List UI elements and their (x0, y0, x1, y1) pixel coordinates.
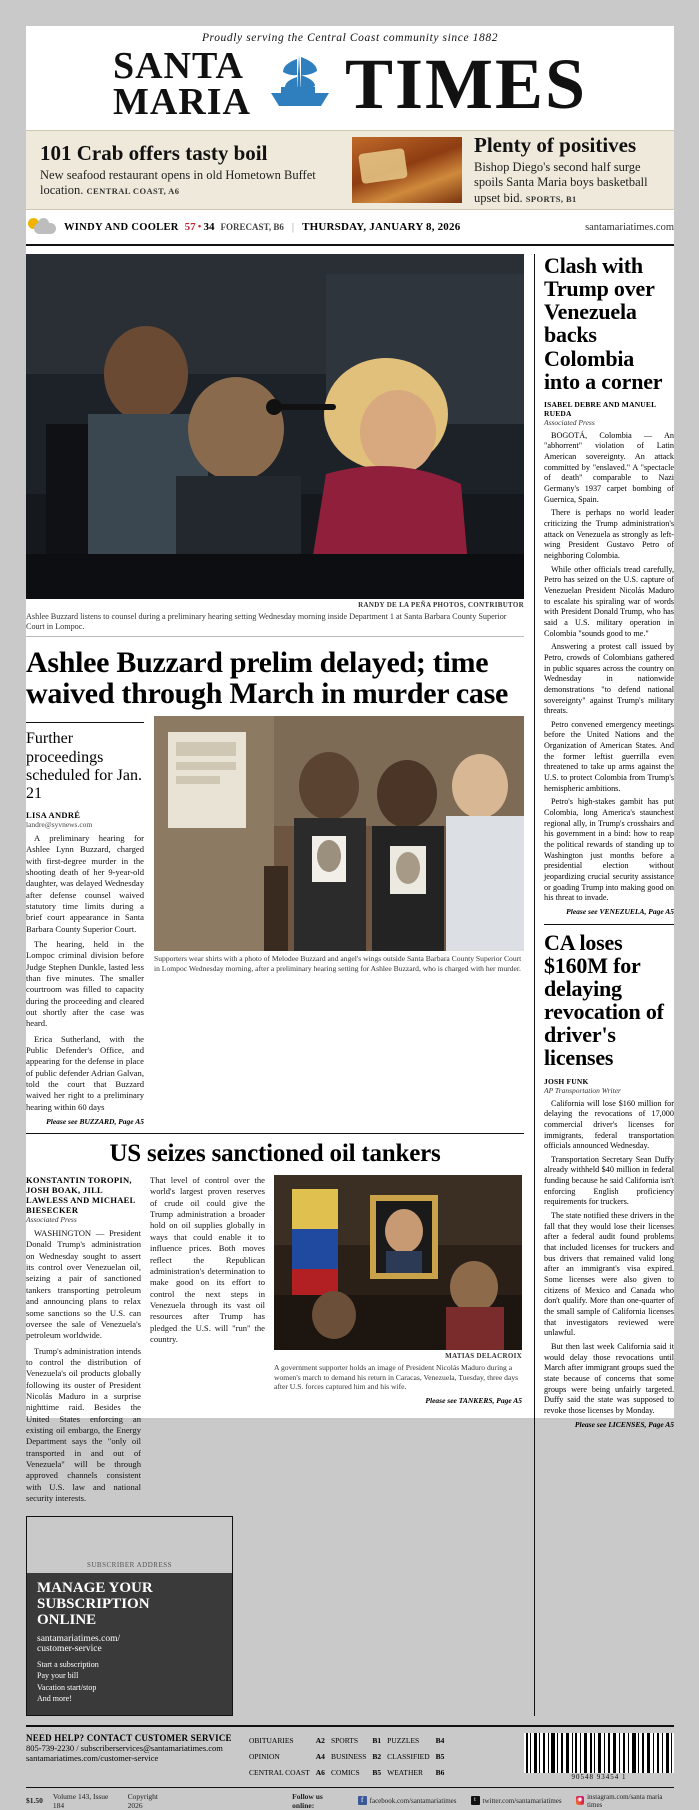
weather-bar (26, 210, 674, 246)
rail-paragraph: Petro's high-stakes gambit has put Colombia, long America's staunchest regional ally, in Trump's crosshairs and his government in a bind: how to reap the political rewards of standing up to Washington just months before a presidential election without jeopardizing crucial security assistance or goading Trump into making good on his threat to invade. (544, 797, 674, 903)
lead-photo (26, 254, 524, 599)
oil-org: Associated Press (26, 1215, 77, 1225)
masthead-tagline: Proudly serving the Central Coast community since 1882 (201, 32, 499, 44)
rail-divider (544, 924, 674, 925)
secondary-photo-block (154, 716, 524, 1126)
index-name: BUSINESS (330, 1752, 367, 1762)
lead-deck: Further proceedings scheduled for Jan. 21 (26, 722, 144, 804)
promo-strip (26, 130, 674, 210)
barcode (524, 1733, 674, 1781)
rail-story-2-body (544, 1099, 674, 1417)
subscriber-address-placeholder: SUBSCRIBER ADDRESS (86, 1561, 173, 1570)
follow-label: Follow us online: (292, 1791, 323, 1810)
rail-paragraph: Transportation Secretary Sean Duffy already withheld $40 million in federal funding because he said California isn't enforcing English proficiency requirements for truckers. (544, 1154, 674, 1207)
index-page: B4 (435, 1736, 445, 1746)
lead-photo-caption: Ashlee Buzzard listens to counsel during a preliminary hearing setting Wednesday morning inside Department 1 at Santa Barbara County Superior Court in Lompoc. (26, 612, 524, 637)
subscription-headline-2: SUBSCRIPTION (37, 1596, 150, 1613)
maduro-photo (274, 1175, 522, 1350)
masthead (26, 43, 674, 124)
oil-jump-line[interactable]: Please see TANKERS, Page A5 (425, 1395, 522, 1405)
index-page: B1 (372, 1736, 382, 1746)
barcode-number: 90548 93454 1 (571, 1772, 627, 1781)
masthead-name-left (112, 45, 251, 124)
facebook-handle: facebook.com/santamariatimes (369, 1796, 457, 1805)
subscription-url-line-2[interactable]: customer-service (37, 1643, 102, 1654)
index-name: OPINION (249, 1752, 280, 1762)
rail-story-2-org: AP Transportation Writer (544, 1085, 621, 1095)
index-name: WEATHER (387, 1768, 423, 1778)
lead-photo-credit: RANDY DE LA PEÑA PHOTOS, CONTRIBUTOR (358, 601, 524, 610)
lead-paragraph: Erica Sutherland, with the Public Defender's Office, and appearing for the defense in place of public defender Adrian Galvan, told the court that Buzzard waived her right to a preliminary hearing within 60 days (26, 1033, 144, 1112)
rail-paragraph: California will lose $160 million for delaying the revocations of 17,000 commercial driver's licenses for immigrants, federal transportation officials announced Wednesday. (544, 1098, 674, 1151)
subscription-benefits (37, 1659, 222, 1705)
volume-issue: Volume 143, Issue 184 (52, 1791, 109, 1810)
instagram-handle: instagram.com/santa maria times (587, 1792, 663, 1809)
index-name: CLASSIFIED (387, 1752, 430, 1762)
promo-right-headline: Plenty of positives (474, 132, 637, 157)
oil-photo-caption: A government supporter holds an image of President Nicolás Maduro during a women's march to demand his return in Caracas, Venezuela, Tuesday, three days after U.S. forces captured him and his wife. (274, 1363, 519, 1392)
price: $1.50 (26, 1796, 43, 1806)
right-rail (534, 254, 674, 1716)
lead-body (26, 833, 144, 1113)
lead-jump-line[interactable]: Please see BUZZARD, Page A5 (46, 1117, 144, 1127)
page-margin-right (674, 0, 699, 1430)
index-page: B2 (372, 1752, 382, 1762)
subscription-headline-3: ONLINE (37, 1611, 97, 1628)
oil-paragraph: Trump's administration intends to control the distribution of Venezuela's oil products globally following its ouster of President Nicolás Maduro in a surprise nighttime raid. Besides the United States enforcing an existing oil embargo, the Energy Department says the "only oil transported in and out of Venezuela" will be through approved channels consistent with U.S. law and national security interests. (26, 1345, 141, 1503)
customer-service-line-1[interactable]: 805-739-2230 / subscriberservices@santamariatimes.com (26, 1742, 223, 1753)
oil-column-3 (274, 1175, 522, 1508)
promo-right-text (474, 160, 664, 207)
rail-paragraph: There is perhaps no world leader criticizing the Trump administration's attack on Venezuela as strongly as left-wing President Gustavo Petro of neighboring Colombia. (544, 508, 674, 560)
oil-photo-credit: MATIAS DELACROIX (445, 1352, 522, 1361)
twitter-link[interactable] (471, 1796, 562, 1805)
promo-right-tag: SPORTS, B1 (525, 194, 577, 205)
oil-paragraph: WASHINGTON — President Donald Trump's administration on Wednesday sought to assert its control over Venezuelan oil, seizing a pair of sanctioned tankers transporting petroleum and announcing plans to relax some sanctions so the U.S. can oversee the sale of Venezuela's petroleum worldwide. (26, 1228, 141, 1341)
oil-headline[interactable]: US seizes sanctioned oil tankers (109, 1140, 441, 1168)
index-name: SPORTS (330, 1736, 359, 1746)
rail-story-1-org: Associated Press (544, 417, 595, 427)
benefit-item: And more! (37, 1694, 72, 1704)
oil-paragraph: That level of control over the world's largest proven reserves of crude oil could give the Trump administration a broader hold on oil supplies globally in ways that could enable it to influence prices. Both moves reflect the Republican administration's determination to make good on its effort to control the next steps in Venezuela through its vast oil resources after Trump has pledged the U.S. will "run" the country. (150, 1175, 265, 1344)
lead-text-column (26, 716, 144, 1126)
lead-paragraph: A preliminary hearing for Ashlee Lynn Buzzard, charged with first-degree murder in the shooting death of her 9-year-old daughter, was delayed Wednesday after defense counsel waived statutory time limits during a brief court appearance in Santa Barbara County Superior Court. (26, 832, 144, 934)
index-table (249, 1733, 450, 1781)
footer (26, 1725, 674, 1781)
rail-story-1-jump[interactable]: Please see VENEZUELA, Page A5 (566, 906, 674, 916)
promo-right[interactable] (474, 134, 674, 207)
masthead-line-1: SANTA (112, 45, 244, 87)
subscription-promo[interactable] (27, 1573, 232, 1715)
index-name: OBITUARIES (249, 1736, 294, 1746)
promo-left-photo (352, 137, 462, 203)
masthead-line-2: MARIA (112, 81, 251, 124)
facebook-link[interactable] (358, 1796, 457, 1805)
facebook-icon: f (358, 1796, 367, 1805)
colophon (26, 1787, 674, 1810)
lead-byline-email: landre@syvnews.com (26, 819, 93, 829)
customer-service-line-2[interactable]: santamariatimes.com/customer-service (26, 1752, 159, 1763)
instagram-link[interactable] (576, 1793, 674, 1809)
index-page: A4 (315, 1752, 325, 1762)
twitter-icon: t (471, 1796, 480, 1805)
index-page: A6 (315, 1768, 325, 1778)
rail-paragraph: BOGOTÁ, Colombia — An "abhorrent" violation of Latin American sovereignty. An attack committed by "enslaved." A "spectacle of death" comparable to Nazi Germany's 1937 carpet bombing of Guernica, Spain. (544, 430, 674, 504)
rail-story-2-jump[interactable]: Please see LICENSES, Page A5 (574, 1419, 674, 1429)
rail-story-1-body (544, 431, 674, 904)
rail-paragraph: Answering a protest call issued by Petro, crowds of Colombians gathered in public squares across the country on Wednesday in nationwide demonstrations "to defend national sovereignty" against Trump's military threats. (544, 642, 674, 716)
issue-date: THURSDAY, JANUARY 8, 2026 (302, 221, 461, 234)
benefit-item: Start a subscription (37, 1659, 99, 1669)
website-url[interactable]: santamariatimes.com (585, 221, 674, 233)
lead-paragraph: The hearing, held in the Lompoc criminal division before Judge Stephen Dunkle, lasted less than five minutes. The smaller courtroom was filled to capacity during the proceeding and cleared out shortly after the case was heard. (26, 938, 144, 1029)
customer-service-title: NEED HELP? CONTACT CUSTOMER SERVICE (26, 1732, 232, 1743)
subscription-headline-1: MANAGE YOUR (37, 1580, 153, 1597)
supporters-photo (154, 716, 524, 951)
oil-column-2 (150, 1175, 265, 1508)
rail-paragraph: While other officials tread carefully, Petro has seized on the U.S. capture of Venezuelan President Nicolás Maduro to escalate his spiraling war of words with President Donald Trump, who has said a U.S. military operation in Colombia "sounds good to me." (544, 564, 674, 638)
lead-headline[interactable]: Ashlee Buzzard prelim delayed; time waived through March in murder case (26, 645, 508, 711)
promo-right-summary: Bishop Diego's second half surge spoils Santa Maria boys basketball upset bid. (474, 159, 648, 206)
rail-story-2-byline: JOSH FUNK (544, 1076, 589, 1086)
supporters-photo-caption: Supporters wear shirts with a photo of Melodee Buzzard and angel's wings outside Santa Barbara County Superior Court in Lompoc Wednesday morning, after a preliminary hearing setting for Ashlee Buzzard, who is charged with her murder. (154, 954, 522, 973)
lead-byline: LISA ANDRÉ (26, 809, 81, 820)
subscriber-box (26, 1516, 233, 1716)
index-name: CENTRAL COAST (249, 1768, 310, 1778)
instagram-icon: ◉ (577, 1797, 583, 1804)
benefit-item: Vacation start/stop (37, 1682, 97, 1692)
promo-left-text (40, 168, 340, 199)
subscription-url-line-1[interactable]: santamariatimes.com/ (37, 1633, 121, 1644)
index-page: B6 (435, 1768, 445, 1778)
lead-body-area (26, 716, 524, 1126)
promo-left-headline: 101 Crab offers tasty boil (40, 140, 268, 165)
index-page: A2 (315, 1736, 325, 1746)
customer-service-block (26, 1733, 241, 1781)
page-margin-left (0, 0, 26, 1430)
rail-story-1-byline: ISABEL DEBRE AND MANUEL RUEDA (544, 399, 656, 418)
oil-column-1 (26, 1175, 141, 1508)
ship-icon (261, 51, 339, 117)
weather-condition: WINDY AND COOLER (64, 221, 179, 233)
index-page: B5 (435, 1752, 445, 1762)
weather-icon (26, 216, 60, 238)
oil-body-2 (150, 1175, 265, 1345)
index-row (249, 1749, 450, 1765)
main-column (26, 254, 524, 1716)
promo-left-tag: CENTRAL COAST, A6 (86, 186, 180, 197)
rail-paragraph: Petro convened emergency meetings before the United Nations and the Organization of American States. And the former leftist guerrilla even threatened to take up arms against the U.S. to protect Colombia from Trump's hemispheric ambitions. (544, 719, 674, 793)
rail-story-1-headline[interactable]: Clash with Trump over Venezuela backs Colombia into a corner (544, 253, 663, 394)
copyright: Copyright 2026 (127, 1791, 158, 1810)
oil-grid (26, 1175, 524, 1508)
weather-high: 57 (184, 221, 196, 234)
main-grid (26, 254, 674, 1716)
index-name: PUZZLES (387, 1736, 420, 1746)
promo-left-summary: New seafood restaurant opens in old Hometown Buffet location. (40, 167, 316, 198)
oil-byline: KONSTANTIN TOROPIN, JOSH BOAK, JILL LAWLESS AND MICHAEL BIESECKER (26, 1175, 136, 1216)
index-page: B5 (372, 1768, 382, 1778)
weather-forecast-tag: FORECAST, B6 (220, 222, 284, 233)
twitter-handle: twitter.com/santamariatimes (482, 1796, 562, 1805)
index-row (249, 1733, 450, 1749)
index-row (249, 1765, 450, 1781)
rail-paragraph: But then last week California said it would delay those revocations until March after immigrant groups sued the state because of concerns that some groups were being unfairly targeted. Duffy said the state was supposed to revoke those licenses by Monday. (544, 1341, 674, 1415)
masthead-name-right: TIMES (344, 43, 588, 124)
weather-divider: | (291, 221, 295, 234)
index-name: COMICS (330, 1768, 360, 1778)
section-index (249, 1733, 464, 1781)
oil-body-1 (26, 1228, 141, 1504)
rail-story-2-headline[interactable]: CA loses $160M for delaying revocation of driver's licenses (544, 929, 664, 1071)
rail-paragraph: The state notified these drivers in the fall that they would lose their licenses after a federal audit found problems that included licenses for truckers and bus drivers that remained valid long after an immigrant's visa expired. Some licenses were also given to citizens of Mexico and Canada who don't qualify. More than one-quarter of the small sample of California licenses that investigators reviewed were unlawful. (544, 1211, 674, 1338)
weather-separator-dot: • (197, 221, 202, 234)
promo-left[interactable] (26, 142, 340, 199)
benefit-item: Pay your bill (37, 1671, 79, 1681)
oil-story (26, 1133, 524, 1716)
weather-low: 34 (203, 221, 215, 234)
